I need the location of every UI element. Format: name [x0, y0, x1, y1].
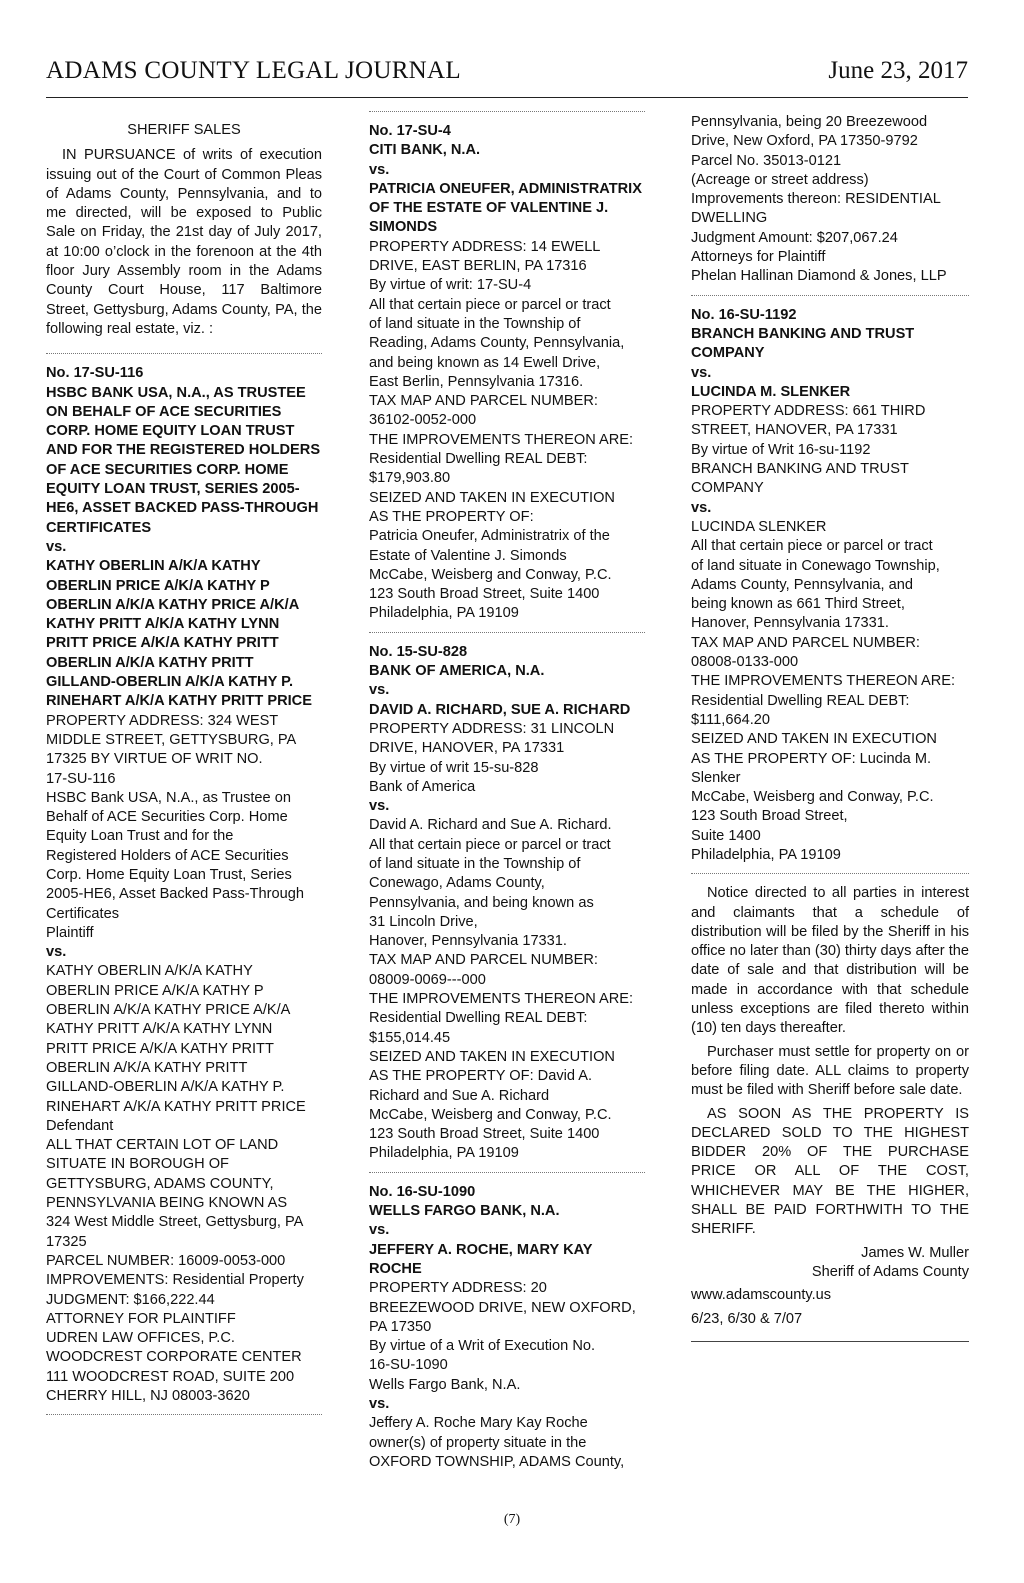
plaintiff: HSBC BANK USA, N.A., AS TRUSTEE ON BEHALF OF ACE SECURITIES CORP. HOME EQUITY LOAN TRUST AND FOR THE REGISTERED HOLDERS OF ACE SECURITIES CORP. HOME EQUITY LOAN TRUST, SERIES 2005-HE6, ASSET BACKED PASS-THROUGH CERTIFICATES — [46, 384, 321, 536]
section-title: SHERIFF SALES — [127, 122, 241, 138]
page-number: (7) — [503, 1512, 521, 1527]
case-details: David A. Richard and Sue A. Richard. All that certain piece or parcel or tract of land situate in the Township of Conewago, Adams County, Pennsylvania, and being known as 31 Lincoln Drive, Hanover, Pennsylvania 17331. TAX MAP AND PARCEL NUMBER: 08009-0069---000 THE IMPROVEMENTS THEREON ARE: Residential Dwelling REAL DEBT: $155,014.45 SEIZED AND TAKEN IN EXECUTION AS THE PROPERTY OF: David A. Richard and Sue A. Richard McCabe, Weisberg and Conway, P.C. 123 South Broad Street, Suite 1400 Philadelphia, PA 19109 — [369, 817, 634, 1162]
intro-paragraph: IN PURSUANCE of writs of execution issuing out of the Court of Common Pleas of Adams County, Pennsylvania, and to me directed, will be exposed to Public Sale on Friday, the 21st day of July 2017, at 10:00 o’clock in the forenoon at the 4th floor Jury Assembly room in the Adams County Court House, 117 Baltimore Street, Gettysburg, Adams County, PA, the following real estate, viz. : — [46, 147, 322, 337]
column-2 — [369, 113, 645, 1480]
divider — [46, 1414, 322, 1415]
vs-label: vs. — [369, 1396, 390, 1412]
vs-label: vs. — [369, 161, 390, 178]
defendant: JEFFERY A. ROCHE, MARY KAY ROCHE — [369, 1241, 593, 1277]
case-details: Jeffery A. Roche Mary Kay Roche owner(s) of property situate in the OXFORD TOWNSHIP, ADAMS County, — [369, 1415, 625, 1470]
plaintiff: CITI BANK, N.A. — [369, 142, 481, 159]
defendant: LUCINDA M. SLENKER — [691, 383, 851, 400]
case-number: No. 16-SU-1192 — [691, 306, 797, 323]
sale-entry-17-su-116 — [46, 354, 322, 1414]
defendant: KATHY OBERLIN A/K/A KATHY OBERLIN PRICE A/K/A KATHY P OBERLIN A/K/A KATHY PRICE A/K/A KATHY PRITT A/K/A KATHY LYNN PRITT PRICE A/K/A KATHY PRITT OBERLIN A/K/A KATHY PRITT GILLAND-OBERLIN A/K/A KATHY P. RINEHART A/K/A KATHY PRITT PRICE — [46, 558, 312, 710]
sale-entry-17-su-4 — [369, 112, 645, 632]
journal-title: ADAMS COUNTY LEGAL JOURNAL — [46, 57, 461, 84]
vs-label: vs. — [369, 798, 390, 815]
notice-payment: AS SOON AS THE PROPERTY IS DECLARED SOLD TO THE HIGHEST BIDDER 20% OF THE PURCHASE PRICE OR ALL OF THE COST, WHICHEVER MAY BE THE HIGHER, SHALL BE PAID FORTHWITH TO THE SHERIFF. — [691, 1105, 969, 1238]
case-details: LUCINDA SLENKER All that certain piece or parcel or tract of land situate in Conewago Township, Adams County, Pennsylvania, and being known as 661 Third Street, Hanover, Pennsylvania 17331. TAX MAP AND PARCEL NUMBER: 08008-0133-000 THE IMPROVEMENTS THEREON ARE: Residential Dwelling REAL DEBT: $111,664.20 SEIZED AND TAKEN IN EXECUTION AS THE PROPERTY OF: Lucinda M. Slenker McCabe, Weisberg and Conway, P.C. 123 South Broad Street, Suite 1400 Philadelphia, PA 19109 — [691, 518, 956, 863]
sale-entry-16-su-1090 — [369, 1173, 645, 1480]
sale-notice — [691, 874, 969, 1342]
case-number: No. 16-SU-1090 — [369, 1183, 476, 1200]
sale-entry-16-su-1090-continued — [691, 113, 969, 295]
vs-label: vs. — [369, 1222, 390, 1239]
vs-label: vs. — [46, 944, 67, 961]
vs-label: vs. — [369, 682, 390, 699]
defendant: DAVID A. RICHARD, SUE A. RICHARD — [369, 701, 631, 718]
sale-entry-16-su-1192 — [691, 296, 969, 874]
page-header — [46, 55, 968, 98]
case-details: PROPERTY ADDRESS: 31 LINCOLN DRIVE, HANOVER, PA 17331 By virtue of writ 15-su-828 Bank of America — [369, 720, 615, 795]
case-number: No. 17-SU-4 — [369, 123, 451, 139]
end-rule — [691, 1341, 969, 1342]
signer-name: James W. Muller — [861, 1244, 969, 1261]
signer-title: Sheriff of Adams County — [811, 1263, 969, 1280]
notice-distribution: Notice directed to all parties in interest and claimants that a schedule of distribution will be filed by the Sheriff in his office no later than (30) thirty days after the date of sale and that distribution will be made in accordance with that schedule unless exceptions are filed thereto within (10) ten days thereafter. — [691, 885, 969, 1037]
case-details: PROPERTY ADDRESS: 661 THIRD STREET, HANOVER, PA 17331 By virtue of Writ 16-su-1192 BRANCH BANKING AND TRUST COMPANY — [691, 403, 926, 497]
column-1 — [46, 113, 322, 1415]
vs-label: vs. — [46, 538, 67, 555]
publication-dates: 6/23, 6/30 & 7/07 — [691, 1310, 803, 1327]
sale-entry-15-su-828 — [369, 633, 645, 1172]
defendant: PATRICIA ONEUFER, ADMINISTRATRIX OF THE ESTATE OF VALENTINE J. SIMONDS — [369, 180, 642, 236]
case-details: PROPERTY ADDRESS: 20 BREEZEWOOD DRIVE, NEW OXFORD, PA 17350 By virtue of a Writ of Execution No. 16-SU-1090 Wells Fargo Bank, N.A. — [369, 1280, 636, 1393]
plaintiff: WELLS FARGO BANK, N.A. — [369, 1203, 560, 1220]
case-number: No. 15-SU-828 — [369, 643, 468, 660]
vs-label: vs. — [691, 499, 712, 516]
case-details: Pennsylvania, being 20 Breezewood Drive, New Oxford, PA 17350-9792 Parcel No. 35013-0121 (Acreage or street address) Improvements thereon: RESIDENTIAL DWELLING Judgment Amount: $207,067.24 Attorneys for Plaintiff Phelan Hallinan Diamond & Jones, LLP — [691, 114, 947, 285]
vs-label: vs. — [691, 364, 712, 381]
county-website: www.adamscounty.us — [691, 1287, 832, 1304]
notice-purchaser: Purchaser must settle for property on or before filing date. ALL claims to property must be filed with Sheriff before sale date. — [691, 1043, 969, 1099]
case-number: No. 17-SU-116 — [46, 365, 144, 382]
column-3 — [691, 113, 969, 1342]
plaintiff: BANK OF AMERICA, N.A. — [369, 663, 545, 680]
case-details: PROPERTY ADDRESS: 14 EWELL DRIVE, EAST BERLIN, PA 17316 By virtue of writ: 17-SU-4 All that certain piece or parcel or tract of land situate in the Township of Reading, Adams County, Pennsylvania, and being known as 14 Ewell Drive, East Berlin, Pennsylvania 17316. TAX MAP AND PARCEL NUMBER: 36102-0052-000 THE IMPROVEMENTS THEREON ARE: Residential Dwelling REAL DEBT: $179,903.80 SEIZED AND TAKEN IN EXECUTION AS THE PROPERTY OF: Patricia Oneufer, Administratrix of the Estate of Valentine J. Simonds McCabe, Weisberg and Conway, P.C. 123 South Broad Street, Suite 1400 Philadelphia, PA 19109 — [369, 238, 634, 622]
plaintiff: BRANCH BANKING AND TRUST COMPANY — [691, 325, 915, 362]
case-details: KATHY OBERLIN A/K/A KATHY OBERLIN PRICE A/K/A KATHY P OBERLIN A/K/A KATHY PRICE A/K/A KATHY PRITT A/K/A KATHY LYNN PRITT PRICE A/K/A KATHY PRITT OBERLIN A/K/A KATHY PRITT GILLAND-OBERLIN A/K/A KATHY P. RINEHART A/K/A KATHY PRITT PRICE Defendant ALL THAT CERTAIN LOT OF LAND SITUATE IN BOROUGH OF GETTYSBURG, ADAMS COUNTY, PENNSYLVANIA BEING KNOWN AS 324 West Middle Street, Gettysburg, PA 17325 PARCEL NUMBER: 16009-0053-000 IMPROVEMENTS: Residential Property JUDGMENT: $166,222.44 ATTORNEY FOR PLAINTIFF UDREN LAW OFFICES, P.C. WOODCREST CORPORATE CENTER 111 WOODCREST ROAD, SUITE 200 CHERRY HILL, NJ 08003-3620 — [46, 963, 306, 1404]
case-details: PROPERTY ADDRESS: 324 WEST MIDDLE STREET, GETTYSBURG, PA 17325 BY VIRTUE OF WRIT NO. 17-SU-116 HSBC Bank USA, N.A., as Trustee on Behalf of ACE Securities Corp. Home Equity Loan Trust and for the Registered Holders of ACE Securities Corp. Home Equity Loan Trust, Series 2005-HE6, Asset Backed Pass-Through Certificates Plaintiff — [46, 712, 304, 941]
issue-date: June 23, 2017 — [828, 57, 968, 84]
